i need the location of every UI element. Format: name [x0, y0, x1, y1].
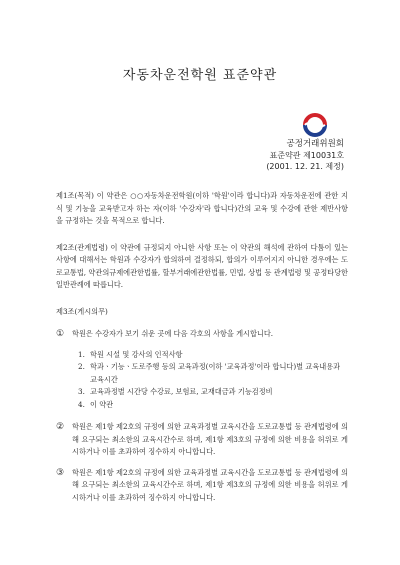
article-2: 제2조(관계법령) 이 약관에 규정되지 아니한 사항 또는 이 약관의 해석에 관하여 다툼이 있는 사항에 대해서는 학원과 수강자가 합의하여 결정하되, 합의가 이루어지지 아니한 경우에는 도로교통법, 약관의규제에관한법률, 할부거래에관한법률, 민법, 상법 등 관계법령 및 공정타당한 일반관례에 따릅니다.	[56, 242, 348, 289]
clause-1-list	[78, 349, 348, 412]
list-text: 교육과정별 시간당 수강료, 보험료, 교재대금과 기능검정비	[90, 387, 273, 396]
list-number: 4.	[78, 399, 85, 409]
list-number: 1.	[78, 349, 85, 359]
list-item	[78, 349, 348, 362]
clause-text: 학원은 제1항 제2호의 규정에 의한 교육과정별 교육시간을 도로교통법 등 관계법령에 의해 요구되는 최소한의 교육시간수로 하며, 제1항 제3호의 규정에 의한 비용을 허위로 게시하거나 이를 초과하여 징수하지 아니합니다.	[72, 467, 348, 502]
article-3-clause-3	[56, 467, 348, 505]
page-title: 자동차운전학원 표준약관	[122, 68, 278, 83]
organization-block	[266, 139, 344, 172]
list-number: 2.	[78, 362, 85, 371]
clause-number: ②	[56, 422, 65, 432]
list-number: 3.	[78, 387, 85, 396]
list-item	[78, 361, 348, 386]
clause-text: 학원은 제1항 제2호의 규정에 의한 교육과정별 교육시간을 도로교통법 등 관계법령에 의해 요구되는 최소한의 교육시간수로 하며, 제1항 제3호의 규정에 의한 비용을 허위로 게시하거나 이를 초과하여 징수하지 아니합니다.	[72, 422, 348, 456]
list-item	[78, 386, 348, 399]
article-3-clause-1	[56, 328, 348, 341]
organization-name: 공정거래위원회	[286, 139, 344, 149]
clause-number: ③	[56, 467, 65, 478]
article-3-clause-2	[56, 421, 348, 459]
document-body	[56, 190, 348, 512]
list-text: 학원 시설 및 강사의 인적사항	[90, 349, 183, 359]
list-text: 이 약관	[90, 399, 114, 409]
clause-text: 학원은 수강자가 보기 쉬운 곳에 다음 각호의 사항을 게시합니다.	[72, 329, 274, 338]
article-1: 제1조(목적) 이 약관은 ○○자동차운전학원(이하 '학원'이라 합니다)과 자동차운전에 관한 지식 및 기능을 교육받고자 하는 자(이하 '수강자'라 합니다)간의 교육 및 수강에 관한 제반사항을 규정하는 것을 목적으로 합니다.	[56, 191, 348, 225]
form-number: 표준약관 제10031호	[269, 151, 344, 160]
enactment-date: (2001. 12. 21. 제정)	[266, 162, 344, 171]
article-3-title: 제3조(게시의무)	[56, 306, 108, 316]
list-item	[78, 399, 348, 412]
list-text: 학과ㆍ기능ㆍ도로주행 등의 교육과정(이하 '교육과정'이라 합니다)별 교육내용과 교육시간	[90, 362, 341, 384]
clause-number: ①	[56, 329, 65, 339]
ftc-logo-icon	[300, 108, 330, 138]
